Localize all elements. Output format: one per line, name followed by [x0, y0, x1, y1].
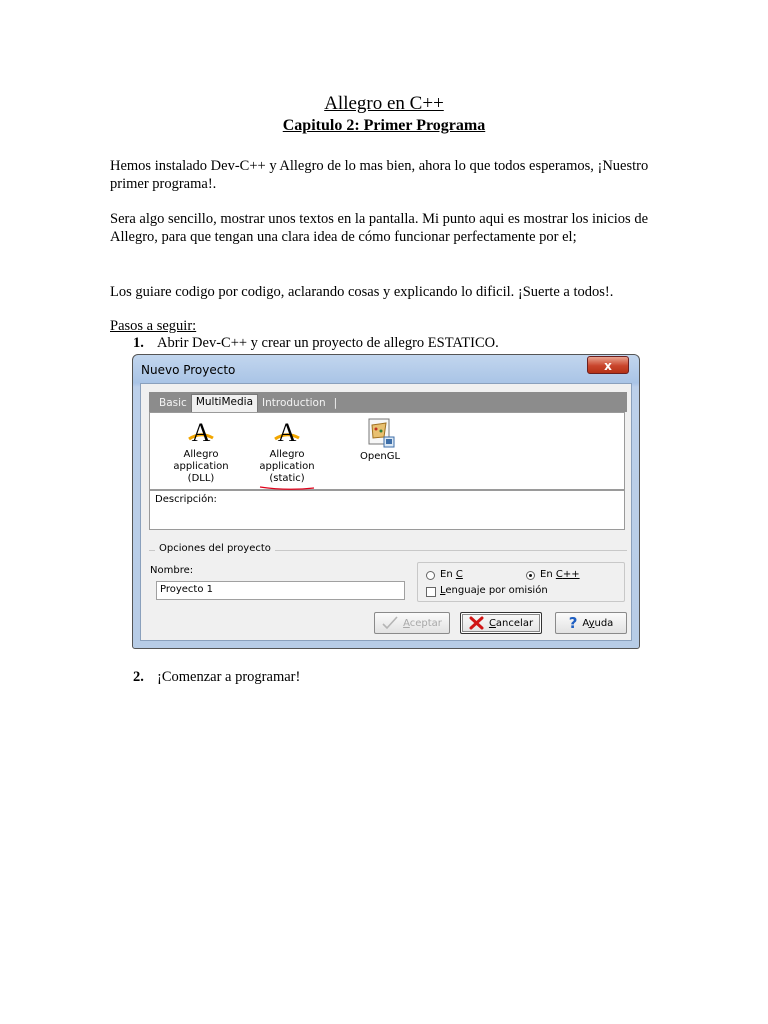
language-options-box [417, 562, 625, 602]
radio-en-cpp-label[interactable]: En C++ [540, 569, 580, 580]
help-question-icon: ? [568, 614, 578, 632]
accept-button[interactable]: Aceptar [374, 612, 450, 634]
template-label: Allegro application [173, 449, 229, 472]
template-list [149, 412, 625, 490]
step-text: ¡Comenzar a programar! [157, 669, 301, 685]
template-allegro-static[interactable] [242, 417, 332, 491]
step-number: 1. [133, 335, 144, 351]
name-label: Nombre: [150, 565, 194, 576]
help-button[interactable]: ? Ayuda [555, 612, 627, 634]
explanation-paragraph: Sera algo sencillo, mostrar unos textos en la pantalla. Mi punto aqui es mostrar los inicios de Allegro, para que tengan una clara idea de cómo funcionar perfectamente por el; [110, 211, 649, 245]
close-button[interactable] [587, 356, 629, 374]
tab-separator: | [333, 397, 338, 409]
dialog-client-area [140, 383, 632, 641]
radio-en-cpp[interactable] [526, 571, 535, 580]
document-title: Allegro en C++ [324, 93, 444, 114]
template-opengl[interactable] [350, 417, 410, 463]
options-group-label: Opciones del proyecto [155, 543, 275, 554]
opengl-project-icon [364, 417, 396, 449]
cancel-x-icon [469, 616, 484, 630]
default-language-checkbox[interactable] [426, 587, 436, 597]
close-icon: x [604, 359, 612, 373]
step-item [133, 669, 300, 686]
tab-basic[interactable]: Basic [159, 397, 187, 409]
template-label: OpenGL [359, 451, 401, 462]
document-subtitle: Capitulo 2: Primer Programa [282, 117, 486, 134]
allegro-a-icon [186, 417, 216, 447]
description-box [149, 490, 625, 530]
default-language-label[interactable]: Lenguaje por omisión [440, 585, 548, 596]
project-name-input[interactable]: Proyecto 1 [156, 581, 405, 600]
cancel-button[interactable]: Cancelar [460, 612, 542, 634]
step-text: Abrir Dev-C++ y crear un proyecto de allegro ESTATICO. [157, 335, 499, 351]
closing-paragraph: Los guiare codigo por codigo, aclarando cosas y explicando lo dificil. ¡Suerte a todos!. [110, 284, 614, 300]
template-label: (DLL) [187, 473, 215, 484]
radio-en-c[interactable] [426, 571, 435, 580]
dialog-title: Nuevo Proyecto [141, 363, 236, 377]
tab-introduction[interactable]: Introduction [262, 397, 326, 409]
template-label: (static) [269, 473, 305, 484]
template-allegro-dll[interactable] [156, 417, 246, 485]
intro-paragraph: Hemos instalado Dev-C++ y Allegro de lo mas bien, ahora lo que todos esperamos, ¡Nuestro primer programa!. [110, 158, 649, 192]
dialog-titlebar [133, 355, 639, 383]
svg-text:A: A [277, 418, 297, 447]
new-project-dialog [132, 354, 640, 649]
template-label: Allegro application [259, 449, 315, 472]
template-tabs [149, 392, 627, 412]
radio-en-c-label[interactable]: En C [440, 569, 463, 580]
step-number: 2. [133, 669, 144, 685]
tab-multimedia[interactable]: MultiMedia [191, 394, 258, 412]
step-item [133, 335, 499, 352]
checkmark-icon [382, 616, 398, 630]
allegro-a-icon [272, 417, 302, 447]
description-label: Descripción: [155, 494, 217, 505]
svg-text:A: A [191, 418, 211, 447]
steps-heading: Pasos a seguir: [110, 318, 197, 334]
